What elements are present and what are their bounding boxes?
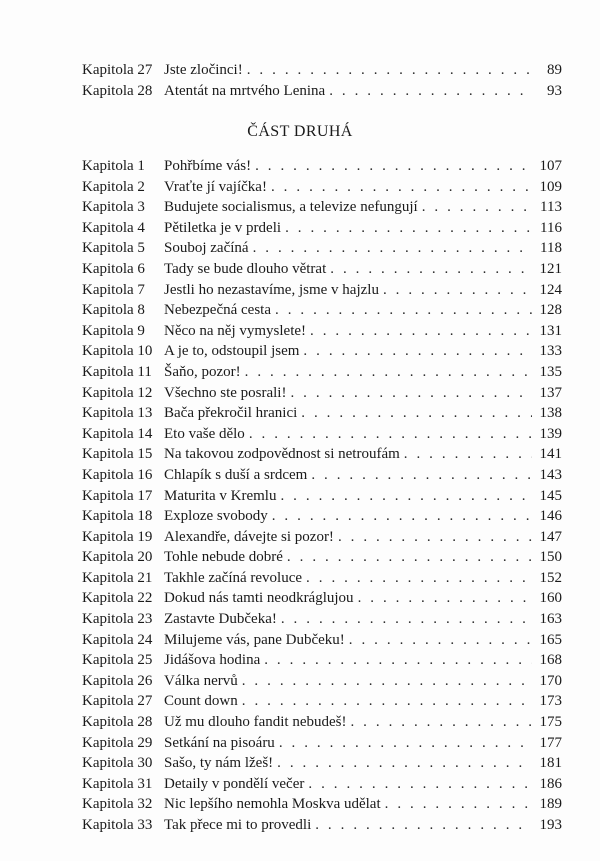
chapter-title: Bača překročil hranici: [164, 405, 298, 422]
page-number: 150: [539, 549, 562, 566]
chapter-title: Nebezpečná cesta: [164, 302, 272, 319]
page-number: 147: [539, 528, 562, 545]
dot-leader: [330, 259, 532, 280]
toc-entry: [82, 280, 562, 301]
chapter-title: Budujete socialismus, a televize nefungují: [164, 199, 418, 216]
chapter-label: Kapitola 12: [82, 384, 153, 401]
toc-entry: [82, 300, 562, 321]
page-number: 133: [539, 343, 562, 360]
toc-entry: [82, 650, 562, 671]
chapter-label: Kapitola 10: [82, 343, 153, 360]
chapter-label: Kapitola 5: [82, 240, 145, 257]
chapter-label: Kapitola 2: [82, 178, 145, 195]
page-number: 139: [539, 425, 562, 442]
page-number: 143: [539, 466, 562, 483]
toc-entry: [82, 383, 562, 404]
dot-leader: [303, 341, 532, 362]
page-number: 93: [547, 82, 562, 99]
toc-entry: [82, 259, 562, 280]
dot-leader: [311, 465, 532, 486]
page-number: 189: [539, 796, 562, 813]
toc-entry: [82, 588, 562, 609]
dot-leader: [247, 60, 532, 81]
toc-entry: [82, 362, 562, 383]
dot-leader: [264, 650, 532, 671]
chapter-title: Nic lepšího nemohla Moskva udělat: [164, 796, 381, 813]
page-number: 165: [539, 631, 562, 648]
chapter-title: Tak přece mi to provedli: [164, 817, 312, 833]
toc-entry: [82, 547, 562, 568]
section-heading: ČÁST DRUHÁ: [247, 123, 353, 140]
page-number: 186: [539, 775, 562, 792]
toc-entry: [82, 424, 562, 445]
page-number: 118: [540, 240, 562, 257]
dot-leader: [315, 815, 532, 836]
chapter-title: Šaňo, pozor!: [164, 363, 241, 380]
chapter-title: Detaily v pondělí večer: [164, 775, 305, 792]
chapter-label: Kapitola 26: [82, 672, 153, 689]
page-number: 135: [539, 363, 562, 380]
chapter-label: Kapitola 33: [82, 817, 153, 833]
chapter-title: Tohle nebude dobré: [164, 549, 283, 566]
page-number: 170: [539, 672, 562, 689]
chapter-title: Eto vaše dělo: [164, 425, 245, 442]
chapter-title: Na takovou zodpovědnost si netroufám: [164, 446, 400, 463]
chapter-title: Maturita v Kremlu: [164, 487, 277, 504]
page-number: 168: [539, 652, 562, 669]
chapter-title: Pětiletka je v prdeli: [164, 219, 282, 236]
chapter-title: Setkání na pisoáru: [164, 734, 275, 751]
chapter-title: Exploze svobody: [164, 508, 268, 525]
page-number: 128: [539, 302, 562, 319]
chapter-label: Kapitola 25: [82, 652, 153, 669]
toc-entry: [82, 60, 562, 81]
chapter-title: Takhle začíná revoluce: [164, 569, 303, 586]
toc-entry: [82, 630, 562, 651]
page-number: 141: [539, 446, 562, 463]
page-number: 145: [539, 487, 562, 504]
page-number: 109: [539, 178, 562, 195]
chapter-label: Kapitola 24: [82, 631, 153, 648]
chapter-label: Kapitola 3: [82, 199, 145, 216]
chapter-label: Kapitola 32: [82, 796, 153, 813]
chapter-label: Kapitola 28: [82, 714, 153, 731]
chapter-label: Kapitola 18: [82, 508, 153, 525]
toc-entry: [82, 403, 562, 424]
dot-leader: [253, 238, 532, 259]
chapter-label: Kapitola 28: [82, 82, 153, 99]
chapter-title: Tady se bude dlouho větrat: [164, 260, 327, 277]
dot-leader: [287, 547, 532, 568]
dot-leader: [255, 156, 532, 177]
dot-leader: [242, 691, 532, 712]
chapter-title: Sašo, ty nám lžeš!: [164, 755, 274, 772]
chapter-label: Kapitola 27: [82, 62, 153, 78]
page-number: 89: [547, 62, 562, 78]
chapter-title: Milujeme vás, pane Dubčeku!: [164, 631, 345, 648]
toc-entry: [82, 465, 562, 486]
page-number: 163: [539, 611, 562, 628]
chapter-title: Alexandře, dávejte si pozor!: [164, 528, 334, 545]
dot-leader: [271, 177, 532, 198]
dot-leader: [310, 321, 532, 342]
dot-leader: [249, 424, 532, 445]
page-number: 107: [539, 158, 562, 174]
page-number: 193: [539, 817, 562, 833]
page-number: 116: [540, 219, 562, 236]
page-number: 131: [539, 322, 562, 339]
toc-entry: [82, 753, 562, 774]
dot-leader: [404, 444, 532, 465]
dot-leader: [277, 753, 532, 774]
dot-leader: [301, 403, 532, 424]
toc-entry: [82, 486, 562, 507]
dot-leader: [308, 774, 532, 795]
chapter-label: Kapitola 4: [82, 219, 145, 236]
dot-leader: [350, 712, 532, 733]
chapter-title: Souboj začíná: [164, 240, 249, 257]
page-number: 160: [539, 590, 562, 607]
toc-entry: [82, 712, 562, 733]
chapter-label: Kapitola 27: [82, 693, 153, 710]
toc-entry: [82, 238, 562, 259]
chapter-label: Kapitola 16: [82, 466, 153, 483]
chapter-label: Kapitola 30: [82, 755, 153, 772]
chapter-label: Kapitola 23: [82, 611, 153, 628]
page-number: 152: [539, 569, 562, 586]
toc-entry: [82, 568, 562, 589]
chapter-label: Kapitola 31: [82, 775, 153, 792]
page-number: 124: [539, 281, 562, 298]
chapter-title: Zastavte Dubčeka!: [164, 611, 277, 628]
toc-entry: [82, 81, 562, 102]
dot-leader: [385, 794, 532, 815]
chapter-title: Count down: [164, 693, 238, 710]
dot-leader: [279, 733, 532, 754]
chapter-label: Kapitola 29: [82, 734, 153, 751]
dot-leader: [383, 280, 532, 301]
dot-leader: [275, 300, 532, 321]
page-number: 175: [539, 714, 562, 731]
chapter-title: Chlapík s duší a srdcem: [164, 466, 308, 483]
dot-leader: [306, 568, 532, 589]
toc-entry: [82, 341, 562, 362]
page-number: 138: [539, 405, 562, 422]
page-number: 177: [539, 734, 562, 751]
dot-leader: [285, 218, 532, 239]
chapter-title: Jestli ho nezastavíme, jsme v hajzlu: [164, 281, 379, 298]
chapter-label: Kapitola 11: [82, 363, 152, 380]
toc-entry: [82, 774, 562, 795]
toc-entry: [82, 156, 562, 177]
toc-entry: [82, 609, 562, 630]
page-number: 173: [539, 693, 562, 710]
chapter-title: Atentát na mrtvého Lenina: [164, 82, 326, 99]
chapter-title: Něco na něj vymyslete!: [164, 322, 307, 339]
dot-leader: [329, 81, 532, 102]
toc-part-one-end: [82, 60, 562, 101]
dot-leader: [281, 609, 532, 630]
chapter-label: Kapitola 9: [82, 322, 145, 339]
chapter-label: Kapitola 6: [82, 260, 145, 277]
toc-entry: [82, 527, 562, 548]
toc-entry: [82, 444, 562, 465]
dot-leader: [422, 197, 532, 218]
chapter-label: Kapitola 15: [82, 446, 153, 463]
chapter-label: Kapitola 17: [82, 487, 153, 504]
chapter-title: Jidášova hodina: [164, 652, 261, 669]
dot-leader: [245, 362, 532, 383]
toc-entry: [82, 506, 562, 527]
toc-part-two: [82, 156, 562, 836]
chapter-label: Kapitola 1: [82, 158, 145, 174]
dot-leader: [338, 527, 532, 548]
page-number: 113: [540, 199, 562, 216]
dot-leader: [290, 383, 532, 404]
chapter-title: Jste zločinci!: [164, 62, 243, 78]
chapter-label: Kapitola 8: [82, 302, 145, 319]
chapter-title: Válka nervů: [164, 672, 238, 689]
chapter-label: Kapitola 7: [82, 281, 145, 298]
chapter-label: Kapitola 22: [82, 590, 153, 607]
chapter-title: Dokud nás tamti neodkráglujou: [164, 590, 354, 607]
toc-entry: [82, 733, 562, 754]
chapter-label: Kapitola 14: [82, 425, 153, 442]
toc-entry: [82, 218, 562, 239]
chapter-title: Všechno ste posrali!: [164, 384, 287, 401]
dot-leader: [349, 630, 532, 651]
chapter-title: Vraťte jí vajíčka!: [164, 178, 267, 195]
dot-leader: [272, 506, 532, 527]
toc-entry: [82, 794, 562, 815]
dot-leader: [358, 588, 532, 609]
toc-entry: [82, 815, 562, 836]
page-number: 146: [539, 508, 562, 525]
chapter-label: Kapitola 20: [82, 549, 153, 566]
page-number: 121: [539, 260, 562, 277]
chapter-label: Kapitola 13: [82, 405, 153, 422]
chapter-label: Kapitola 19: [82, 528, 153, 545]
page-number: 137: [539, 384, 562, 401]
chapter-label: Kapitola 21: [82, 569, 153, 586]
toc-entry: [82, 691, 562, 712]
toc-entry: [82, 321, 562, 342]
toc-entry: [82, 671, 562, 692]
chapter-title: Už mu dlouho fandit nebudeš!: [164, 714, 347, 731]
dot-leader: [242, 671, 532, 692]
chapter-title: Pohřbíme vás!: [164, 158, 252, 174]
page-number: 181: [539, 755, 562, 772]
chapter-title: A je to, odstoupil jsem: [164, 343, 300, 360]
toc-entry: [82, 197, 562, 218]
dot-leader: [280, 486, 532, 507]
toc-entry: [82, 177, 562, 198]
